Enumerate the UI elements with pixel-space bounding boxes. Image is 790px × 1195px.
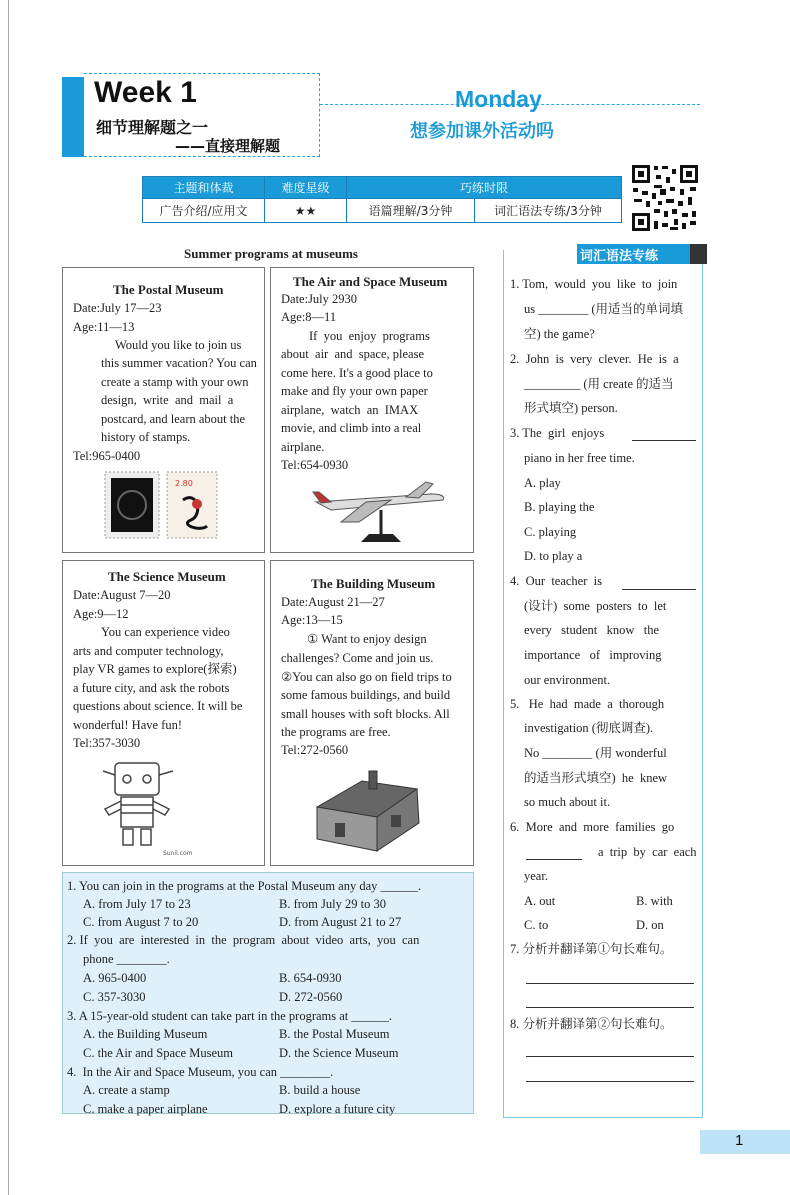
subtitle-main: 细节理解题之一 [96,118,209,137]
card-text-line: airplane. [281,440,325,454]
exercise-line: piano in her free time. [524,451,635,465]
topic-title: 想参加课外活动吗 [410,121,554,142]
answer-line[interactable] [526,983,694,984]
card-air-space-museum [270,267,474,553]
exercise-line: 5. He had made a thorough [510,697,665,711]
card-text-line: ②You can also go on field trips to [281,670,452,684]
card-text-line: You can experience video [101,625,230,639]
question-2-option-a[interactable]: A. 965-0400 [83,971,147,985]
card-text-line: design, write and mail a [101,393,234,407]
question-2-option-b[interactable]: B. 654-0930 [279,971,342,985]
exercise-line: every student know the [524,623,660,637]
info-header-time: 巧练时限 [347,177,622,199]
exercise-line: us ________ (用适当的单词填 [524,302,684,316]
question-2-stem: 2. If you are interested in the program about video arts, you can [67,933,420,947]
card-text-line: wonderful! Have fun! [73,718,182,732]
card-text-line: airplane, watch an IMAX [281,403,419,417]
exercise-option[interactable]: A. play [524,476,561,490]
exercise-line: year. [524,869,548,883]
card-text-line: a future city, and ask the robots [73,681,230,695]
exercise-option[interactable]: A. out [524,894,556,908]
qr-code-icon[interactable] [630,163,700,233]
card-title: The Postal Museum [113,282,224,297]
card-age: Age:13—15 [281,613,343,627]
exercise-option[interactable]: D. to play a [524,549,583,563]
exercise-line: 6. More and more families go [510,820,675,834]
info-header-genre: 主题和体裁 [143,177,265,199]
card-title: The Building Museum [311,576,436,591]
card-age: Age:8—11 [281,310,337,324]
exercise-line: 3. The girl enjoys [510,426,605,440]
exercise-option[interactable]: D. on [636,918,664,932]
card-date: Date:August 21—27 [281,595,385,609]
info-header-difficulty: 难度星级 [265,177,347,199]
question-4-option-c[interactable]: C. make a paper airplane [83,1102,208,1116]
question-4-option-b[interactable]: B. build a house [279,1083,361,1097]
exercise-option[interactable]: B. playing the [524,500,595,514]
info-table [142,176,622,223]
card-text-line: come here. It's a good place to [281,366,433,380]
answer-line[interactable] [526,1007,694,1008]
info-time-reading: 语篇理解/3分钟 [347,199,475,223]
question-3-option-b[interactable]: B. the Postal Museum [279,1027,390,1041]
question-3-option-c[interactable]: C. the Air and Space Museum [83,1046,233,1060]
week-title: Week 1 [94,76,197,109]
card-text-line: movie, and climb into a real [281,421,422,435]
card-building-museum [270,560,474,866]
question-4-option-d[interactable]: D. explore a future city [279,1102,396,1116]
subtitle-sub: ——直接理解题 [175,137,281,155]
card-date: Date:August 7—20 [73,588,171,602]
exercise-line: investigation (彻底调查). [524,721,654,735]
exercise-line: 空) the game? [524,327,595,341]
image-caption: Sunil.com [163,850,193,857]
question-1-option-b[interactable]: B. from July 29 to 30 [279,897,386,911]
info-stars: ★★ [265,199,347,223]
question-3-option-a[interactable]: A. the Building Museum [83,1027,208,1041]
card-title: The Science Museum [108,569,226,584]
stamps-image [103,470,223,540]
card-text-line: this summer vacation? You can [101,356,257,370]
questions-box [62,872,474,1114]
exercise-line: 4. Our teacher is [510,574,602,588]
question-2-stem-cont: phone ________. [83,952,170,966]
question-4-option-a[interactable]: A. create a stamp [83,1083,170,1097]
card-text-line: ① Want to enjoy design [307,632,427,646]
card-date: Date:July 2930 [281,292,358,306]
card-text-line: If you enjoy programs [309,329,430,343]
vocab-grammar-tab-end [690,244,707,264]
exercise-line: 1. Tom, would you like to join [510,277,678,291]
info-genre: 广告介绍/应用文 [143,199,265,223]
page-number: 1 [735,1132,744,1149]
robot-image [93,757,193,857]
exercise-line: 2. John is very clever. He is a [510,352,679,366]
exercise-option[interactable]: C. to [524,918,549,932]
question-2-option-c[interactable]: C. 357-3030 [83,990,146,1004]
card-text-line: arts and computer technology, [73,644,224,658]
card-text-line: small houses with soft blocks. All [281,707,450,721]
stamp-value: 2.80 [175,479,193,488]
card-text-line: some famous buildings, and build [281,688,451,702]
answer-line[interactable] [526,1056,694,1057]
card-text-line: postcard, and learn about the [101,412,246,426]
card-text-line: make and fly your own paper [281,384,428,398]
exercise-line: 形式填空) person. [524,401,618,415]
exercise-line: a trip by car each [598,845,697,859]
exercise-line: No ________ (用 wonderful [524,746,667,760]
answer-blank[interactable] [622,589,696,590]
passage-title: Summer programs at museums [184,246,358,261]
question-1-option-d[interactable]: D. from August 21 to 27 [279,915,402,929]
exercise-line: _________ (用 create 的适当 [524,377,674,391]
house-model-image [307,767,437,857]
info-time-grammar: 词汇语法专练/3分钟 [475,199,622,223]
answer-blank[interactable] [526,859,582,860]
exercise-line: 7. 分析并翻译第①句长难句。 [510,942,673,956]
question-4-stem: 4. In the Air and Space Museum, you can ________. [67,1065,334,1079]
card-text-line: challenges? Come and join us. [281,651,434,665]
question-1-option-c[interactable]: C. from August 7 to 20 [83,915,199,929]
exercise-line: importance of improving [524,648,662,662]
exercise-line: 的适当形式填空) he knew [524,771,668,785]
card-tel: Tel:965-0400 [73,449,141,463]
exercise-option[interactable]: B. with [636,894,673,908]
card-text-line: questions about science. It will be [73,699,243,713]
header-accent-bar [62,77,84,157]
card-text-line: the programs are free. [281,725,391,739]
card-text-line: play VR games to explore(探索) [73,662,237,676]
card-text-line: create a stamp with your own [101,375,249,389]
card-postal-museum [62,267,265,553]
card-date: Date:July 17—23 [73,301,162,315]
card-text-line: about air and space, please [281,347,424,361]
question-1-option-a[interactable]: A. from July 17 to 23 [83,897,191,911]
page-edge-line [8,0,9,1195]
page-number-bar [700,1130,790,1154]
card-text-line: history of stamps. [101,430,191,444]
exercise-line: so much about it. [524,795,611,809]
question-2-option-d[interactable]: D. 272-0560 [279,990,343,1004]
card-tel: Tel:272-0560 [281,743,349,757]
card-tel: Tel:654-0930 [281,458,349,472]
card-title: The Air and Space Museum [293,274,448,289]
exercise-option[interactable]: C. playing [524,525,577,539]
card-science-museum [62,560,265,866]
answer-line[interactable] [526,1081,694,1082]
card-age: Age:9—12 [73,607,129,621]
day-title: Monday [455,86,542,112]
question-1-stem: 1. You can join in the programs at the Postal Museum any day ______. [67,879,422,893]
card-tel: Tel:357-3030 [73,736,141,750]
exercise-line: our environment. [524,673,611,687]
exercise-line: (设计) some posters to let [524,599,667,613]
answer-blank[interactable] [632,440,696,441]
exercise-line: 8. 分析并翻译第②句长难句。 [510,1017,673,1031]
card-age: Age:11—13 [73,320,135,334]
vocab-grammar-tab-label: 词汇语法专练 [580,249,659,264]
airplane-model-image [311,480,451,550]
card-text-line: Would you like to join us [115,338,242,352]
question-3-stem: 3. A 15-year-old student can take part in the programs at ______. [67,1009,393,1023]
question-3-option-d[interactable]: D. the Science Museum [279,1046,399,1060]
